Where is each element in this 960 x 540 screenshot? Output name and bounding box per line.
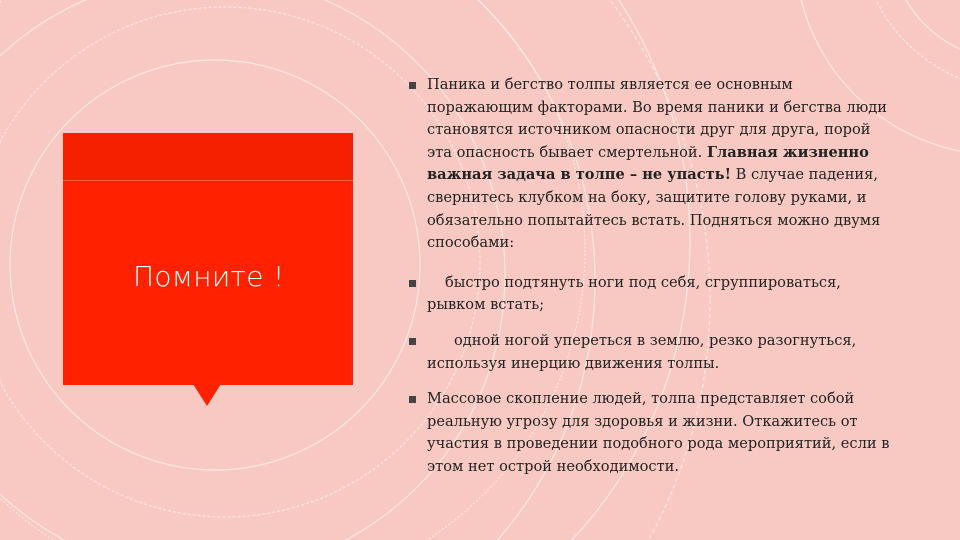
slide-title: Помните ! [133,260,285,293]
bullet-text: быстро подтянуть ноги под себя, сгруппироваться, рывком встать; [427,273,841,314]
square-bullet-icon [409,82,416,89]
bullet-text: Паника и бегство толпы является ее основным поражающим факторами. Во время паники и бегства люди становятся источником опасности друг для друга, порой эта опасность бывает смертельной. [427,76,888,161]
square-bullet-icon [409,338,416,345]
bullet-text: Массовое скопление людей, толпа представляет собой реальную угрозу для здоровья и жизни. Откажитесь от участия в проведении подобного рода мероприятий, если в этом нет острой необходимости. [427,390,890,475]
bullet-text-bold: Главная жизненно важная задача в толпе – не упасть! [427,143,869,184]
bullet-item [409,74,899,255]
title-box-top-band [63,133,353,181]
title-box-pointer [193,384,221,406]
arc-line [890,0,960,60]
bullet-item [409,330,899,375]
bullet-item [409,388,899,478]
bullet-text: одной ногой упереться в землю, резко разогнуться, используя инерцию движения толпы. [427,331,857,372]
bullet-list [409,74,899,479]
title-box [63,133,353,385]
square-bullet-icon [409,396,416,403]
bullet-item [409,272,899,317]
square-bullet-icon [409,280,416,287]
bullet-text: В случае падения, свернитесь клубком на боку, защитите голову руками, и обязательно попытайтесь встать. Подняться можно двумя способами: [427,166,881,252]
